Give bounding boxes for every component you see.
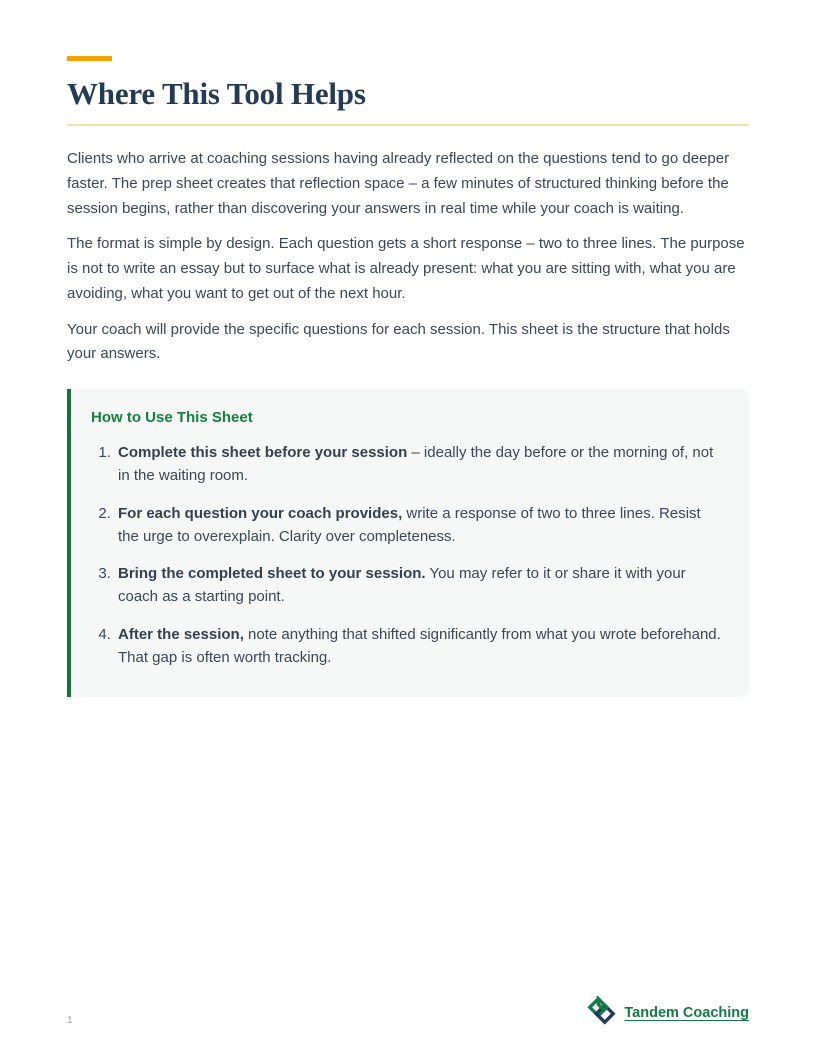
tandem-coaching-logo-icon bbox=[587, 996, 616, 1030]
list-item-rest: You may refer to it or share it with your coach as a starting point. bbox=[118, 565, 686, 606]
list-item-lead: Bring the completed sheet to your session. bbox=[118, 565, 426, 583]
callout-heading: How to Use This Sheet bbox=[91, 409, 253, 427]
page-content bbox=[67, 0, 749, 697]
list-item bbox=[115, 441, 725, 488]
list-item-lead: After the session, bbox=[118, 625, 244, 643]
list-item-lead: For each question your coach provides, bbox=[118, 504, 403, 522]
page-title: Where This Tool Helps bbox=[67, 76, 366, 111]
how-to-use-callout bbox=[67, 389, 749, 697]
instruction-list bbox=[91, 441, 725, 669]
brand-link[interactable] bbox=[587, 996, 749, 1030]
title-block bbox=[67, 77, 749, 126]
list-item-rest: note anything that shifted significantly from what you wrote beforehand. That gap is often worth tracking. bbox=[118, 625, 721, 666]
list-item-lead: Complete this sheet before your session bbox=[118, 444, 408, 462]
paragraph-1: Clients who arrive at coaching sessions having already reflected on the questions tend to go deeper faster. The prep sheet creates that reflection space – a few minutes of structured thinking before the session begins, rather than discovering your answers in real time while your coach is waiting. bbox=[67, 150, 730, 217]
list-item bbox=[115, 562, 725, 609]
list-item-rest: write a response of two to three lines. Resist the urge to overexplain. Clarity over completeness. bbox=[118, 504, 701, 545]
paragraph-3: Your coach will provide the specific questions for each session. This sheet is the structure that holds your answers. bbox=[67, 320, 730, 363]
page-number: 1 bbox=[67, 1015, 73, 1026]
accent-bar bbox=[67, 56, 112, 61]
list-item bbox=[115, 623, 725, 670]
list-item-rest: – ideally the day before or the morning of, not in the waiting room. bbox=[118, 444, 714, 485]
paragraph-2: The format is simple by design. Each question gets a short response – two to three lines. The purpose is not to write an essay but to surface what is already present: what you are sitting with, what you are avoiding, what you want to get out of the next hour. bbox=[67, 235, 745, 302]
list-item bbox=[115, 502, 725, 549]
body-copy bbox=[67, 147, 749, 367]
brand-name: Tandem Coaching bbox=[624, 1005, 749, 1021]
